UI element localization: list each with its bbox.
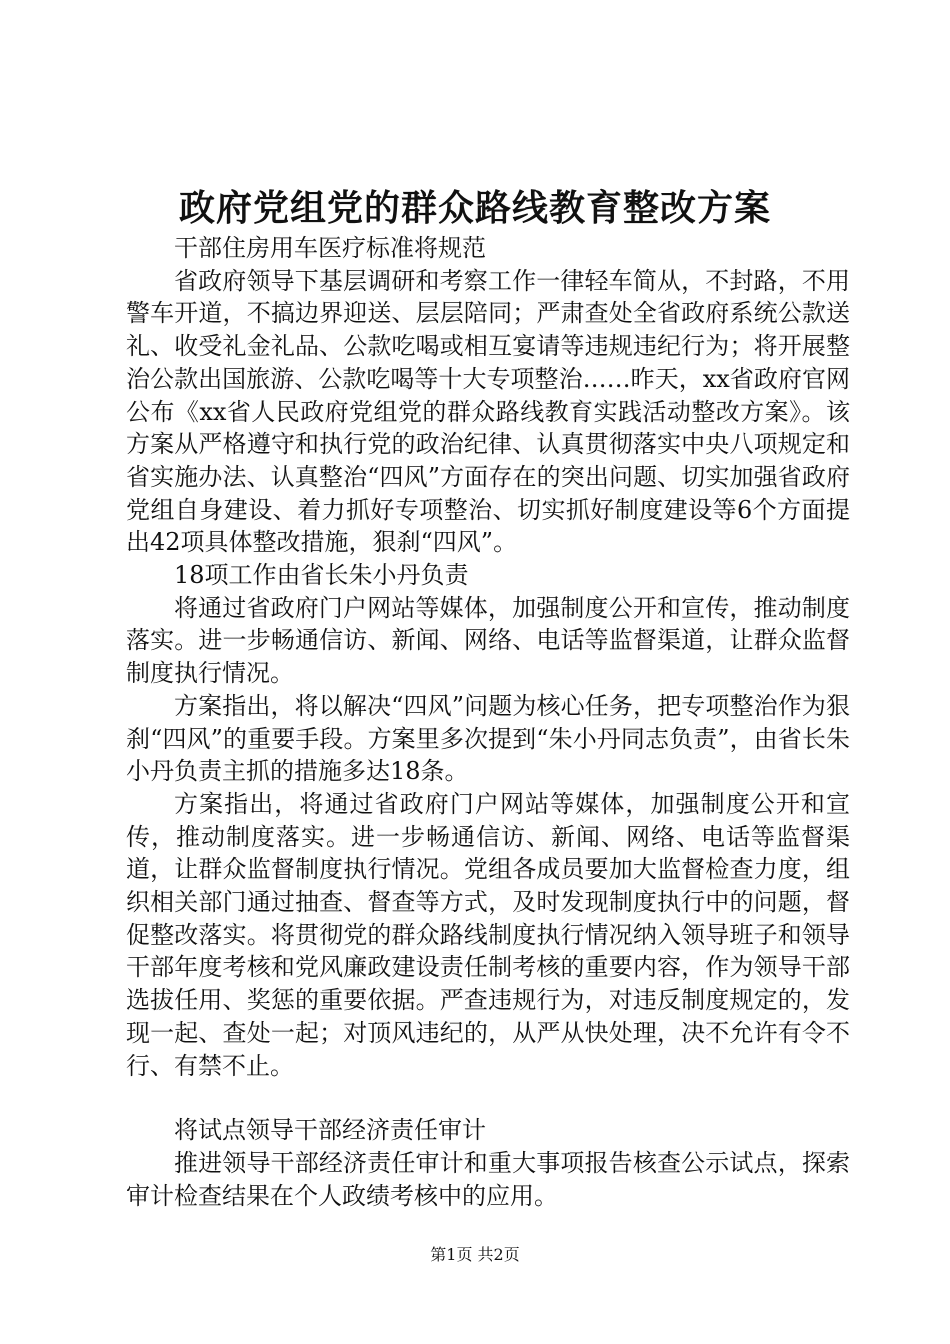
section-audit-pilot (126, 1114, 850, 1212)
paragraph: 方案指出，将通过省政府门户网站等媒体，加强制度公开和宣传，推动制度落实。进一步畅通信访、新闻、网络、电话等监督渠道，让群众监督制度执行情况。党组各成员要加大监督检查力度，组织相关部门通过抽查、督查等方式，及时发现制度执行中的问题，督促整改落实。将贯彻党的群众路线制度执行情况纳入领导班子和领导干部年度考核和党风廉政建设责任制考核的重要内容，作为领导干部选拔任用、奖惩的重要依据。严查违规行为，对违反制度规定的，发现一起、查处一起；对顶风违纪的，从严从快处理，决不允许有令不行、有禁不止。 (126, 789, 850, 1080)
document-title: 政府党组党的群众路线教育整改方案 (178, 187, 771, 229)
section-heading: 干部住房用车医疗标准将规范 (174, 234, 486, 262)
section-heading: 将试点领导干部经济责任审计 (174, 1116, 486, 1145)
paragraph: 将通过省政府门户网站等媒体，加强制度公开和宣传，推动制度落实。进一步畅通信访、新闻、网络、电话等监督渠道，让群众监督制度执行情况。 (126, 593, 850, 688)
section-governor-tasks (126, 559, 850, 1082)
section-housing-standards (126, 232, 850, 559)
paragraph: 推进领导干部经济责任审计和重大事项报告核查公示试点，探索审计检查结果在个人政绩考核中的应用。 (126, 1148, 850, 1210)
section-heading: 18项工作由省长朱小丹负责 (174, 561, 469, 590)
paragraph: 方案指出，将以解决“四风”问题为核心任务，把专项整治作为狠刹“四风”的重要手段。方案里多次提到“朱小丹同志负责”，由省长朱小丹负责主抓的措施多达18条。 (126, 691, 850, 786)
page-footer: 第1页 共2页 (430, 1245, 520, 1264)
document-body (126, 232, 850, 1212)
paragraph: 省政府领导下基层调研和考察工作一律轻车简从，不封路，不用警车开道，不搞边界迎送、层层陪同；严肃查处全省政府系统公款送礼、收受礼金礼品、公款吃喝或相互宴请等违规违纪行为；将开展整治公款出国旅游、公款吃喝等十大专项整治……昨天，xx省政府官网公布《xx省人民政府党组党的群众路线教育实践活动整改方案》。该方案从严格遵守和执行党的政治纪律、认真贯彻落实中央八项规定和省实施办法、认真整治“四风”方面存在的突出问题、切实加强省政府党组自身建设、着力抓好专项整治、切实抓好制度建设等6个方面提出42项具体整改措施，狠刹“四风”。 (126, 266, 850, 557)
blank-line (126, 1082, 850, 1114)
